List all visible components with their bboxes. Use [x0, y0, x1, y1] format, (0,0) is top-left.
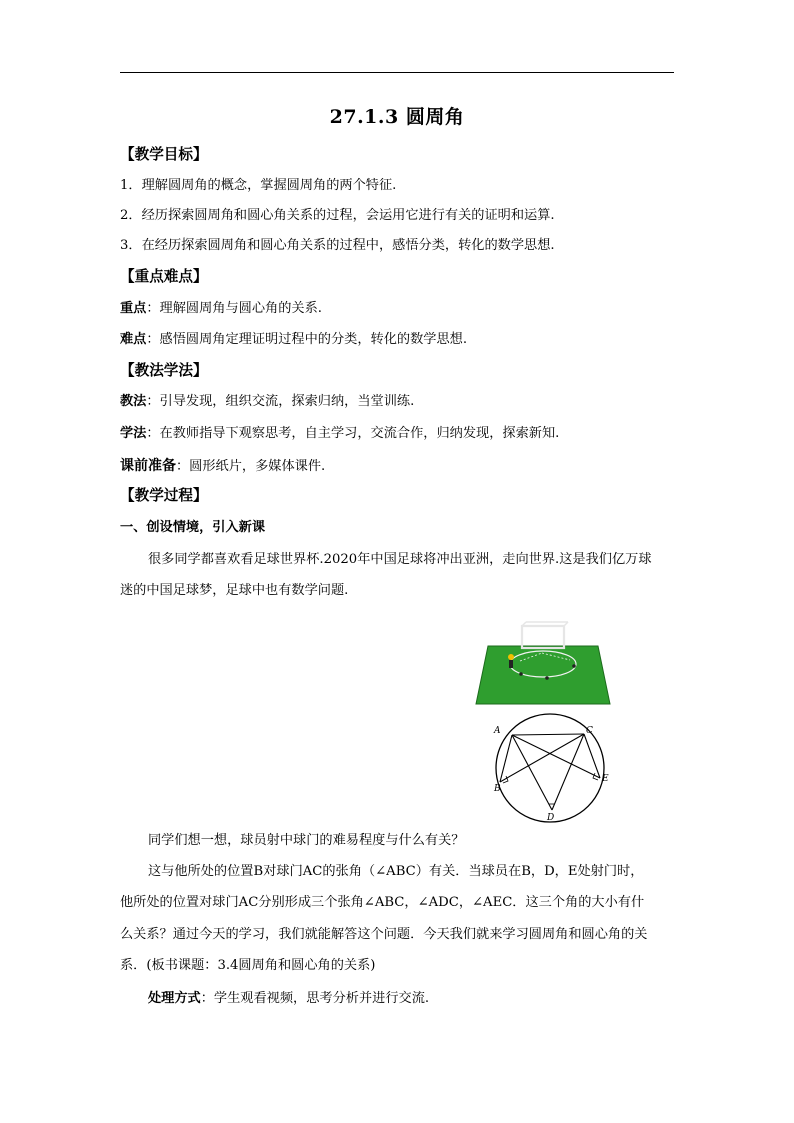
- point-e-label: E: [602, 774, 609, 784]
- difficulty-point: [120, 331, 467, 349]
- point-d-label: D: [547, 813, 555, 823]
- prep-text: ：圆形纸片，多媒体课件.: [176, 459, 326, 474]
- para-1-line-1: 很多同学都喜欢看足球世界杯.2020年中国足球将冲出亚洲，走向世界.这是我们亿万球: [148, 552, 652, 567]
- difficulty-label: 难点: [120, 332, 147, 347]
- handling-method: [148, 990, 429, 1008]
- para-3-line-1: 这与他所处的位置B对球门AC的张角（∠ABC）有关．当球员在B，D，E处射门时，: [148, 864, 644, 879]
- goal-1: 1．理解圆周角的概念，掌握圆周角的两个特征.: [120, 178, 397, 193]
- key-text: ：理解圆周角与圆心角的关系.: [146, 301, 323, 316]
- difficulty-text: ：感悟圆周角定理证明过程中的分类，转化的数学思想.: [146, 332, 468, 347]
- para-2: 同学们想一想，球员射中球门的难易程度与什么有关？: [148, 833, 465, 848]
- section-goals-heading: 【教学目标】: [120, 146, 208, 163]
- teach-text: ：引导发现，组织交流，探索归纳，当堂训练.: [146, 394, 415, 409]
- page-title: 27.1.3 圆周角: [329, 106, 465, 128]
- para-3-line-4: 系．(板书课题：3.4圆周角和圆心角的关系): [120, 958, 376, 973]
- prep-label: 课前准备: [120, 458, 176, 474]
- section-method-heading: 【教法学法】: [120, 362, 208, 379]
- learn-method: [120, 425, 559, 443]
- header-rule: [120, 72, 674, 73]
- para-1-line-2: 迷的中国足球梦，足球中也有数学问题.: [120, 583, 349, 598]
- goal-3: 3．在经历探索圆周角和圆心角关系的过程中，感悟分类，转化的数学思想.: [120, 238, 555, 253]
- key-label: 重点: [120, 301, 147, 316]
- point-a-label: A: [494, 726, 501, 736]
- teach-method: [120, 393, 414, 411]
- goal-2: 2．经历探索圆周角和圆心角关系的过程，会运用它进行有关的证明和运算.: [120, 208, 555, 223]
- soccer-field-illustration: [474, 620, 612, 706]
- teach-label: 教法: [120, 394, 147, 409]
- step-1-heading: 一、创设情境，引入新课: [120, 520, 266, 535]
- learn-text: ：在教师指导下观察思考，自主学习，交流合作，归纳发现，探索新知.: [146, 426, 560, 441]
- para-3-line-3: 么关系？通过今天的学习，我们就能解答这个问题．今天我们就来学习圆周角和圆心角的关: [120, 927, 648, 942]
- handling-label: 处理方式: [148, 991, 201, 1006]
- learn-label: 学法: [120, 426, 147, 441]
- key-point: [120, 300, 322, 318]
- section-process-heading: 【教学过程】: [120, 487, 208, 504]
- player-icon: [508, 654, 514, 660]
- handling-text: ：学生观看视频，思考分析并进行交流.: [200, 991, 430, 1006]
- preparation: [120, 457, 325, 476]
- point-c-label: C: [586, 726, 593, 736]
- section-key-heading: 【重点难点】: [120, 268, 208, 285]
- para-3-line-2: 他所处的位置对球门AC分别形成三个张角∠ABC，∠ADC，∠AEC．这三个角的大小有什: [120, 895, 645, 910]
- point-b-label: B: [494, 784, 501, 794]
